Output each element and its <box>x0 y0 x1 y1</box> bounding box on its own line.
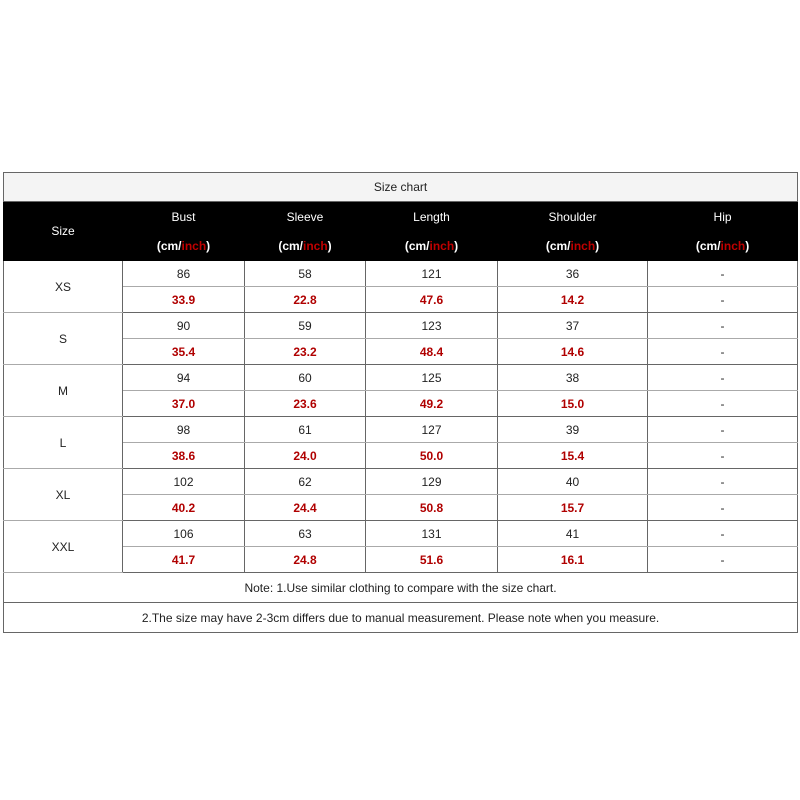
size-label: S <box>4 313 123 365</box>
cm-value: 127 <box>366 417 498 443</box>
cm-value: 41 <box>498 521 648 547</box>
header-row-units <box>4 232 798 261</box>
cm-value: 98 <box>123 417 245 443</box>
inch-value: - <box>648 495 798 521</box>
unit-unit-cm: cm <box>699 239 718 253</box>
cm-value: 58 <box>245 261 366 287</box>
note-text: Note: 1.Use similar clothing to compare with the size chart. <box>4 573 798 603</box>
cm-value: 123 <box>366 313 498 339</box>
inch-value: 23.6 <box>245 391 366 417</box>
inch-value: 50.8 <box>366 495 498 521</box>
inch-value: 15.7 <box>498 495 648 521</box>
unit-unit-cm: cm <box>408 239 427 253</box>
table-row <box>4 391 798 417</box>
inch-value: 47.6 <box>366 287 498 313</box>
table-row <box>4 339 798 365</box>
cm-value: - <box>648 469 798 495</box>
table-row <box>4 547 798 573</box>
unit-unit-cm: cm <box>282 239 300 253</box>
table-row <box>4 261 798 287</box>
cm-value: - <box>648 365 798 391</box>
cm-value: 129 <box>366 469 498 495</box>
size-chart-sheet <box>3 172 797 633</box>
inch-value: 23.2 <box>245 339 366 365</box>
unit-unit-inch: inch <box>303 239 328 253</box>
cm-value: 106 <box>123 521 245 547</box>
cm-value: 40 <box>498 469 648 495</box>
cm-value: 63 <box>245 521 366 547</box>
cm-value: - <box>648 313 798 339</box>
cm-value: - <box>648 261 798 287</box>
unit-unit-sep: / <box>567 239 571 253</box>
size-label: M <box>4 365 123 417</box>
unit-unit-cm: cm <box>549 239 568 253</box>
cm-value: 90 <box>123 313 245 339</box>
note-text: 2.The size may have 2-3cm differs due to manual measurement. Please note when you measure. <box>4 603 798 633</box>
inch-value: - <box>648 547 798 573</box>
column-header-1: Sleeve <box>245 202 366 232</box>
unit-paren-close: ) <box>595 239 600 253</box>
inch-value: 35.4 <box>123 339 245 365</box>
column-header-3: Shoulder <box>498 202 648 232</box>
unit-unit-sep: / <box>426 239 430 253</box>
unit-unit-inch: inch <box>429 239 455 253</box>
cm-value: 125 <box>366 365 498 391</box>
inch-value: 15.0 <box>498 391 648 417</box>
table-row <box>4 521 798 547</box>
unit-unit-inch: inch <box>720 239 746 253</box>
unit-paren-close: ) <box>454 239 459 253</box>
table-row <box>4 469 798 495</box>
column-header-0: Bust <box>123 202 245 232</box>
table-row <box>4 365 798 391</box>
inch-value: - <box>648 391 798 417</box>
inch-value: 37.0 <box>123 391 245 417</box>
unit-unit-inch: inch <box>570 239 596 253</box>
cm-value: 60 <box>245 365 366 391</box>
header-row-names <box>4 202 798 232</box>
column-header-4: Hip <box>648 202 798 232</box>
inch-value: 48.4 <box>366 339 498 365</box>
size-label: XS <box>4 261 123 313</box>
column-header-2: Length <box>366 202 498 232</box>
unit-paren-open: ( <box>695 239 700 253</box>
size-label: XL <box>4 469 123 521</box>
inch-value: 24.8 <box>245 547 366 573</box>
inch-value: 22.8 <box>245 287 366 313</box>
chart-title: Size chart <box>4 173 798 202</box>
cm-value: 121 <box>366 261 498 287</box>
cm-value: 37 <box>498 313 648 339</box>
note-row <box>4 603 798 633</box>
table-row <box>4 313 798 339</box>
cm-value: 61 <box>245 417 366 443</box>
unit-paren-open: ( <box>278 239 283 253</box>
inch-value: 40.2 <box>123 495 245 521</box>
cm-value: 86 <box>123 261 245 287</box>
inch-value: 24.0 <box>245 443 366 469</box>
unit-unit-sep: / <box>717 239 721 253</box>
unit-header-3 <box>498 232 648 261</box>
unit-paren-close: ) <box>206 239 211 253</box>
cm-value: 131 <box>366 521 498 547</box>
unit-header-4 <box>648 232 798 261</box>
unit-unit-cm: cm <box>160 239 179 253</box>
unit-header-2 <box>366 232 498 261</box>
inch-value: 50.0 <box>366 443 498 469</box>
unit-paren-close: ) <box>327 239 332 253</box>
inch-value: - <box>648 443 798 469</box>
unit-header-1 <box>245 232 366 261</box>
unit-paren-open: ( <box>545 239 550 253</box>
inch-value: 16.1 <box>498 547 648 573</box>
inch-value: 41.7 <box>123 547 245 573</box>
unit-unit-sep: / <box>178 239 182 253</box>
unit-paren-close: ) <box>745 239 750 253</box>
cm-value: 59 <box>245 313 366 339</box>
cm-value: - <box>648 417 798 443</box>
size-header: Size <box>4 202 123 261</box>
inch-value: 14.6 <box>498 339 648 365</box>
table-row <box>4 287 798 313</box>
unit-paren-open: ( <box>156 239 161 253</box>
cm-value: 38 <box>498 365 648 391</box>
inch-value: - <box>648 339 798 365</box>
note-row <box>4 573 798 603</box>
cm-value: 36 <box>498 261 648 287</box>
inch-value: 38.6 <box>123 443 245 469</box>
unit-header-0 <box>123 232 245 261</box>
inch-value: 51.6 <box>366 547 498 573</box>
cm-value: 39 <box>498 417 648 443</box>
size-chart-table <box>3 172 798 633</box>
table-row <box>4 443 798 469</box>
inch-value: 14.2 <box>498 287 648 313</box>
cm-value: 102 <box>123 469 245 495</box>
table-row <box>4 417 798 443</box>
inch-value: - <box>648 287 798 313</box>
unit-unit-inch: inch <box>181 239 207 253</box>
unit-paren-open: ( <box>404 239 409 253</box>
unit-unit-sep: / <box>299 239 303 253</box>
cm-value: - <box>648 521 798 547</box>
inch-value: 33.9 <box>123 287 245 313</box>
size-label: XXL <box>4 521 123 573</box>
inch-value: 49.2 <box>366 391 498 417</box>
inch-value: 15.4 <box>498 443 648 469</box>
size-label: L <box>4 417 123 469</box>
cm-value: 62 <box>245 469 366 495</box>
inch-value: 24.4 <box>245 495 366 521</box>
title-row <box>4 173 798 202</box>
table-row <box>4 495 798 521</box>
cm-value: 94 <box>123 365 245 391</box>
